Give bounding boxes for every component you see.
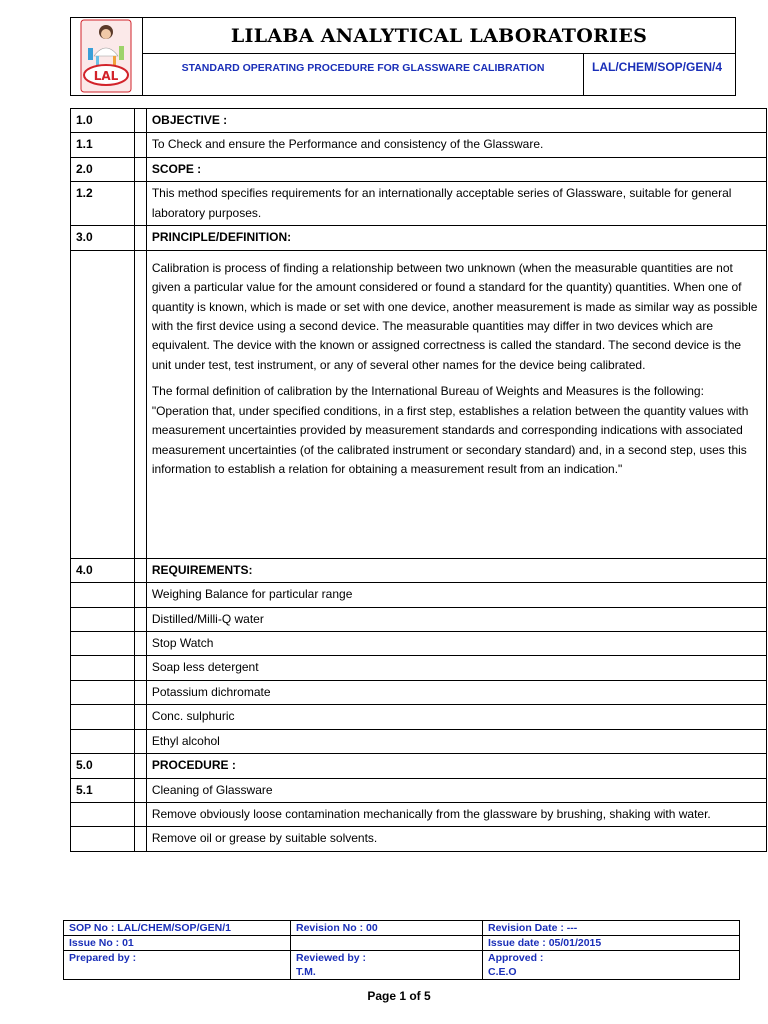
- table-row: [71, 827, 767, 851]
- row-number: 1.2: [71, 182, 135, 226]
- requirement-item: Potassium dichromate: [146, 680, 766, 704]
- table-row: [71, 631, 767, 655]
- footer-table: [63, 920, 740, 980]
- procedure-step: Remove oil or grease by suitable solvents.: [146, 827, 766, 851]
- sop-table: [70, 108, 767, 852]
- procedure-subheading: Cleaning of Glassware: [146, 778, 766, 802]
- footer-row: [64, 936, 740, 951]
- check-cell: [135, 631, 146, 655]
- sop-table-wrapper: [70, 108, 767, 852]
- table-row: [71, 182, 767, 226]
- doc-code-cell: [584, 54, 735, 95]
- logo-cell: [71, 18, 143, 95]
- row-number: [71, 680, 135, 704]
- table-row: [71, 250, 767, 558]
- objective-text: To Check and ensure the Performance and consistency of the Glassware.: [146, 133, 766, 157]
- row-number: [71, 729, 135, 753]
- reviewed-by: Reviewed by :: [296, 952, 367, 964]
- lab-logo: [71, 18, 141, 94]
- table-row: [71, 558, 767, 582]
- table-row: [71, 109, 767, 133]
- logo-text: LAL: [93, 69, 119, 83]
- row-number: 1.0: [71, 109, 135, 133]
- document-footer: [63, 920, 737, 980]
- table-row: [71, 133, 767, 157]
- reviewed-by-name: T.M.: [296, 966, 316, 978]
- approved-by: Approved :: [488, 952, 544, 964]
- requirement-item: Conc. sulphuric: [146, 705, 766, 729]
- approved-by-name: C.E.O: [488, 966, 517, 978]
- title-cell: [143, 18, 735, 54]
- check-cell: [135, 680, 146, 704]
- check-cell: [135, 558, 146, 582]
- requirement-item: Soap less detergent: [146, 656, 766, 680]
- issue-date: Issue date : 05/01/2015: [483, 936, 740, 951]
- check-cell: [135, 157, 146, 181]
- table-row: [71, 680, 767, 704]
- issue-number: Issue No : 01: [64, 936, 291, 951]
- row-number: [71, 250, 135, 558]
- row-number: [71, 631, 135, 655]
- requirement-item: Weighing Balance for particular range: [146, 583, 766, 607]
- table-row: [71, 226, 767, 250]
- table-row: [71, 583, 767, 607]
- check-cell: [135, 583, 146, 607]
- table-row: [71, 729, 767, 753]
- requirement-item: Distilled/Milli-Q water: [146, 607, 766, 631]
- procedure-heading: PROCEDURE :: [146, 754, 766, 778]
- check-cell: [135, 656, 146, 680]
- table-row: [71, 607, 767, 631]
- check-cell: [135, 778, 146, 802]
- row-number: [71, 583, 135, 607]
- row-number: [71, 827, 135, 851]
- table-row: [71, 705, 767, 729]
- check-cell: [135, 705, 146, 729]
- footer-row: [64, 921, 740, 936]
- sop-subtitle: STANDARD OPERATING PROCEDURE FOR GLASSWARE CALIBRATION: [181, 62, 545, 74]
- procedure-step: Remove obviously loose contamination mechanically from the glassware by brushing, shaking with water.: [146, 803, 766, 827]
- scope-text: This method specifies requirements for an internationally acceptable series of Glassware, suitable for general laboratory purposes.: [146, 182, 766, 226]
- table-row: [71, 157, 767, 181]
- revision-number: Revision No : 00: [291, 921, 483, 936]
- definition-paragraph: The formal definition of calibration by the International Bureau of Weights and Measures is the following: "Operation that, under specified conditions, in a first step, establishes a relation between the quantity values with measurement uncertainties provided by measurement standards and corresponding indications with associated measurement uncertainties (of the calibrated instrument or secondary standard) and, in a second step, uses this information to establish a relation for obtaining a measurement result from an indication.": [151, 384, 749, 476]
- row-number: 5.0: [71, 754, 135, 778]
- check-cell: [135, 109, 146, 133]
- document-header: [70, 17, 736, 96]
- doc-code: LAL/CHEM/SOP/GEN/4: [592, 60, 723, 74]
- check-cell: [135, 250, 146, 558]
- table-row: [71, 754, 767, 778]
- requirement-item: Ethyl alcohol: [146, 729, 766, 753]
- check-cell: [135, 803, 146, 827]
- scope-heading: SCOPE :: [146, 157, 766, 181]
- row-number: 5.1: [71, 778, 135, 802]
- check-cell: [135, 226, 146, 250]
- check-cell: [135, 182, 146, 226]
- row-number: [71, 705, 135, 729]
- prepared-by: Prepared by :: [64, 951, 291, 980]
- sop-number: SOP No : LAL/CHEM/SOP/GEN/1: [64, 921, 291, 936]
- subtitle-cell: [143, 54, 584, 95]
- table-row: [71, 778, 767, 802]
- row-number: 1.1: [71, 133, 135, 157]
- row-number: 2.0: [71, 157, 135, 181]
- principle-heading: PRINCIPLE/DEFINITION:: [146, 226, 766, 250]
- definition-paragraph: Calibration is process of finding a relationship between two unknown (when the measurable quantities are not given a particular value for the amount considered or found a standard for the quantity) quantities. When one of quantity is known, which is made or set with one device, another measurement is made as similar way as possible with the first device using a second device. The measurable quantities may differ in two devices which are equivalent. The device with the known or assigned correctness is called the standard. The second device is the unit under test, test instrument, or any of several other names for the device being calibrated.: [151, 260, 758, 372]
- row-number: 3.0: [71, 226, 135, 250]
- row-number: [71, 607, 135, 631]
- page-number: Page 1 of 5: [367, 989, 431, 1003]
- requirements-heading: REQUIREMENTS:: [146, 558, 766, 582]
- reviewed-by-cell: [291, 951, 483, 980]
- lab-title: LILABA ANALYTICAL LABORATORIES: [230, 24, 648, 47]
- check-cell: [135, 729, 146, 753]
- requirement-item: Stop Watch: [146, 631, 766, 655]
- table-row: [71, 803, 767, 827]
- objective-heading: OBJECTIVE :: [146, 109, 766, 133]
- check-cell: [135, 133, 146, 157]
- approved-cell: [483, 951, 740, 980]
- check-cell: [135, 607, 146, 631]
- row-number: [71, 803, 135, 827]
- table-row: [71, 656, 767, 680]
- check-cell: [135, 827, 146, 851]
- definition-cell: [146, 250, 766, 558]
- footer-row: [64, 951, 740, 980]
- row-number: 4.0: [71, 558, 135, 582]
- revision-date: Revision Date : ---: [483, 921, 740, 936]
- empty-cell: [291, 936, 483, 951]
- check-cell: [135, 754, 146, 778]
- row-number: [71, 656, 135, 680]
